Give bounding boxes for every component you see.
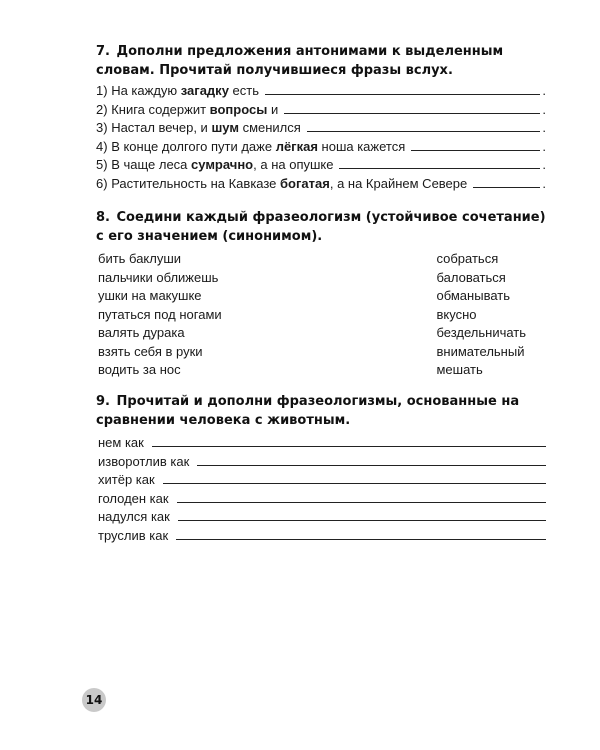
meaning-item[interactable]: мешать (436, 362, 483, 377)
answer-blank[interactable] (197, 453, 546, 466)
period: . (542, 138, 546, 154)
comparison-item (98, 527, 546, 546)
task-9-number: 9. (96, 394, 110, 409)
comparison-item (98, 508, 546, 527)
answer-blank[interactable] (411, 138, 540, 151)
task-7-list (96, 82, 546, 193)
item-text-end: есть (228, 83, 259, 98)
task-7-item (96, 175, 546, 194)
task-7 (96, 42, 546, 193)
item-text-end: и (267, 101, 279, 117)
task-7-item (96, 82, 546, 101)
task-9-list (96, 434, 546, 545)
highlighted-word: лёгкая (275, 138, 318, 154)
item-number: 6) (96, 175, 108, 191)
comparison-text: надулся как (98, 509, 170, 524)
item-text: Книга содержит (111, 101, 210, 117)
period: . (542, 157, 546, 172)
page-number: 14 (82, 688, 106, 712)
item-number: 2) (96, 101, 108, 117)
comparison-text: хитёр как (98, 472, 155, 487)
meaning-item[interactable]: вкусно (436, 306, 477, 322)
task-7-item (96, 101, 546, 120)
task-8 (96, 208, 546, 380)
period: . (542, 120, 546, 135)
item-text: Настал вечер, и (111, 120, 212, 135)
comparison-text: голоден как (98, 490, 169, 506)
comparison-item (98, 471, 546, 490)
item-text-end: ноша кажется (317, 138, 406, 154)
answer-blank[interactable] (473, 175, 540, 188)
meaning-item[interactable]: бездельничать (436, 325, 527, 340)
period: . (542, 101, 546, 117)
item-number: 4) (96, 138, 108, 154)
comparison-item (98, 490, 546, 509)
task-9 (96, 392, 546, 545)
idiom-item[interactable]: водить за нос (98, 362, 181, 377)
comparison-text: изворотлив как (98, 453, 190, 469)
matching-columns (98, 250, 546, 380)
task-9-title (96, 392, 546, 430)
highlighted-word: загадку (180, 83, 229, 98)
item-text: Растительность на Кавказе (111, 175, 281, 191)
answer-blank[interactable] (176, 527, 546, 540)
idiom-item[interactable]: бить баклуши (98, 251, 182, 266)
task-7-item (96, 156, 546, 175)
answer-blank[interactable] (178, 508, 546, 521)
highlighted-word: шум (211, 120, 239, 135)
task-7-item (96, 119, 546, 138)
idiom-item[interactable]: взять себя в руки (98, 343, 203, 359)
item-text-end: , а на Крайнем Севере (329, 175, 468, 191)
task-9-title-text: Прочитай и дополни фразеологизмы, основанные на сравнении человека с животным. (96, 394, 520, 428)
idiom-item[interactable]: валять дурака (98, 325, 185, 340)
task-8-title-text: Соедини каждый фразеологизм (устойчивое сочетание) с его значением (синонимом). (96, 210, 546, 244)
answer-blank[interactable] (339, 156, 540, 169)
highlighted-word: вопросы (209, 101, 268, 117)
period: . (542, 83, 546, 98)
meaning-item[interactable]: собраться (436, 251, 499, 266)
answer-blank[interactable] (307, 119, 541, 132)
meaning-item[interactable]: внимательный (436, 343, 525, 359)
item-text: На каждую (111, 83, 181, 98)
highlighted-word: богатая (280, 175, 330, 191)
idioms-column (98, 250, 436, 380)
task-7-number: 7. (96, 44, 110, 59)
idiom-item[interactable]: путаться под ногами (98, 306, 222, 322)
task-7-title-text: Дополни предложения антонимами к выделенным словам. Прочитай получившиеся фразы вслух. (96, 44, 504, 78)
task-8-title (96, 208, 546, 246)
idiom-item[interactable]: пальчики оближешь (98, 269, 219, 285)
answer-blank[interactable] (177, 490, 546, 503)
item-text: В конце долгого пути даже (111, 138, 276, 154)
meaning-item[interactable]: обманывать (436, 288, 510, 303)
answer-blank[interactable] (163, 471, 546, 484)
task-7-title (96, 42, 546, 80)
meanings-column (436, 250, 546, 380)
task-7-item (96, 138, 546, 157)
item-text-end: сменился (238, 120, 301, 135)
item-number: 3) (96, 120, 108, 135)
comparison-item (98, 434, 546, 453)
answer-blank[interactable] (152, 434, 546, 447)
meaning-item[interactable]: баловаться (436, 269, 506, 285)
item-number: 1) (96, 83, 108, 98)
comparison-text: нем как (98, 435, 144, 450)
highlighted-word: сумрачно (191, 157, 254, 172)
item-number: 5) (96, 157, 108, 172)
item-text-end: , а на опушке (253, 157, 334, 172)
answer-blank[interactable] (284, 101, 540, 114)
item-text: В чаще леса (111, 157, 192, 172)
task-8-number: 8. (96, 210, 110, 225)
answer-blank[interactable] (265, 82, 540, 95)
period: . (542, 175, 546, 191)
idiom-item[interactable]: ушки на макушке (98, 288, 202, 303)
comparison-item (98, 453, 546, 472)
comparison-text: труслив как (98, 527, 169, 543)
